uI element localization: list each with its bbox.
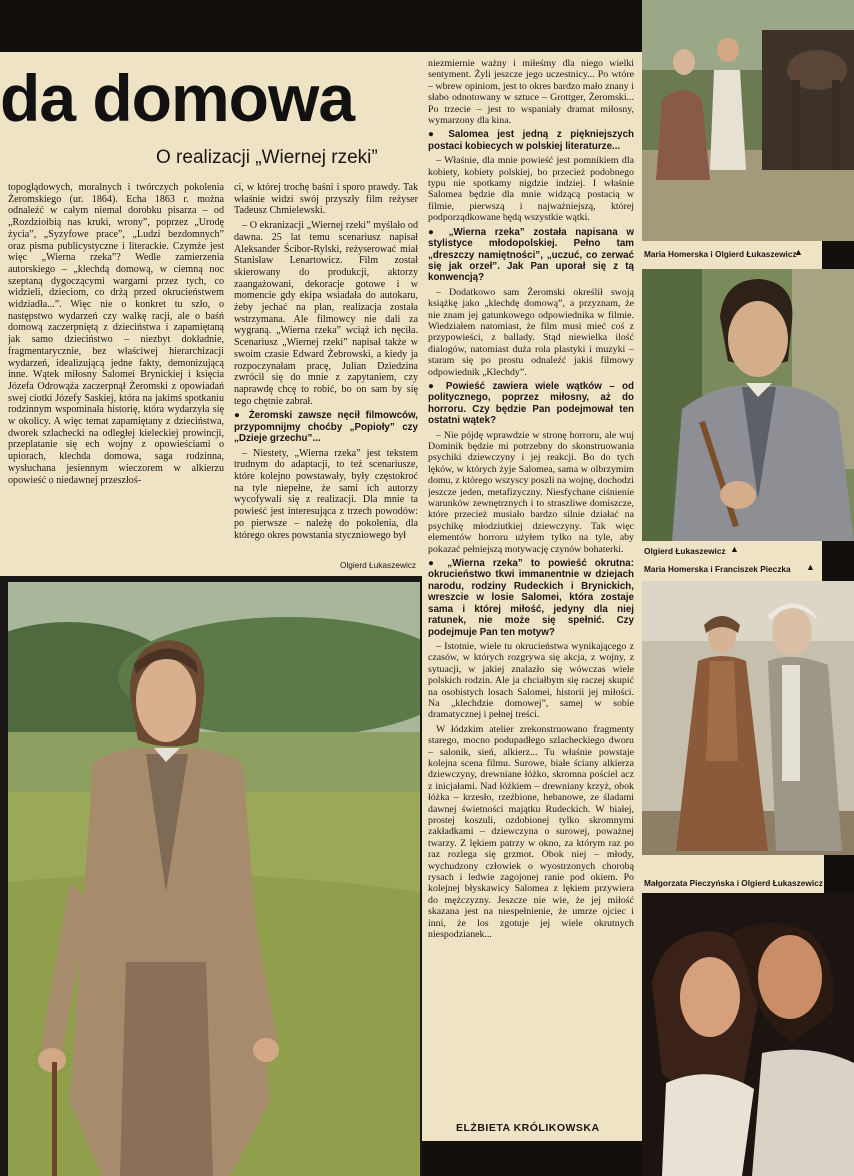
photo-caption: Maria Homerska i Franciszek Pieczka (644, 564, 791, 574)
paragraph: – Nie pójdę wprawdzie w stronę horroru, ale wuj Dominik będzie mi potrzebny do skonstruowania psychiki dziewczyny i jej reakcji. Bo do tych lęków, w których żyje Salomea, sama w olbrzymim domu, z którego wszyscy poszli na wojnę, dochodzi jeszcze jeden, metafizyczny. Niesfychane ciśnienie warunków zewnętrznych i to straszliwe domiszcze, które przecież musiało bardzo silnie działać na psychikę młodziutkiej dziewczyny. Tak więc elementów horroru użyłem tylko na tyle, aby pokazać pełniejszą motywację czynów bohaterki. (428, 429, 634, 555)
interview-question: ● Powieść zawiera wiele wątków – od politycznego, poprzez miłosny, aż do horroru. Czy będzie Pan podejmował ten ostatni wątek? (428, 381, 634, 427)
arrow-right-icon: ▲ (806, 562, 815, 572)
right-black-strip (822, 541, 854, 581)
arrow-right-icon: ▲ (794, 247, 803, 257)
photo-man-in-meadow (8, 582, 420, 1176)
paragraph: – Właśnie, dla mnie powieść jest pomnikiem dla kobiety, kobiety polskiej, bo przecież podobnego typu nie spotkamy nigdzie indziej. I właśnie Salomea będzie dla mnie widzącą postacią w filmie, pierwszą i najważniejszą, której podporządkowane będą wszystkie wątki. (428, 155, 634, 224)
photo-caption: Olgierd Łukaszewicz (644, 546, 726, 556)
photo-caption: Maria Homerska i Olgierd Łukaszewicz (644, 249, 797, 259)
article-column-3 (428, 58, 634, 1118)
paragraph: niezmiernie ważny i miłeśmy dla niego wielki sentyment. Żyli jeszcze jego uczestnicy... Po wtóre – wbrew opiniom, jest to okres bardzo mało znany i słabo odnotowany w sztuce – Grottger, Żeromski... Po trzecie – jest to wspaniały dramat miłosny, wymarzony dla kina. (428, 58, 634, 127)
arrow-right-icon: ▲ (730, 544, 739, 554)
photo-credit: Olgierd Łukaszewicz (340, 560, 417, 570)
headline: da domowa (0, 61, 355, 135)
right-black-strip (824, 855, 854, 893)
photo-woman-and-old-man (642, 581, 854, 855)
paragraph: – Istotnie, wiele tu okrucieństwa wynikającego z czasów, w których rozgrywa się akcja, z wojny, z sytuacji, w jakiej znalazło się wówczas wiele polskich rodzin. Ale ja chciałbym się raczej skupić na osobistych losach Salomei, historii jej miłości. Na „klechdzie domowej”, samej w sobie dramatycznej i pełnej treści. (428, 640, 634, 721)
subheadline: O realizacji „Wiernej rzeki” (156, 147, 378, 168)
paragraph: – O ekranizacji „Wiernej rzeki” myślało od dawna. 25 lat temu scenariusz napisał Aleksander Ścibor-Rylski, reżyserować miał Stanisław Lenartowicz. Film został skierowany do produkcji, aktorzy zaangażowani, dekoracje gotowe i w momencie gdy ekipa wsiadała do autokaru, żeby jechać na plan, realizacja została wstrzymana. Ale filmowcy nie dali za wygraną. „Wierna rzeka” wciąż ich nęciła. Scenariusz „Wiernej rzeki” napisał także w swoim czasie Edward Żebrowski, a kiedy ja rozpoczynałam pracę, Julian Dziedzina zwrócił się do mnie z zapytaniem, czy naprawdę chcę to robić, bo on sam by się tego chętnie zabrał. (234, 220, 418, 407)
photo-caption: Małgorzata Pieczyńska i Olgierd Łukaszewicz (644, 878, 823, 888)
right-black-strip (822, 241, 854, 269)
top-black-band (0, 0, 642, 52)
photo-couple-with-carriage (642, 0, 854, 241)
author-signature: ELŻBIETA KRÓLIKOWSKA (456, 1122, 600, 1134)
paragraph: ci, w której trochę baśni i sporo prawdy. Tak właśnie widzi swój przyszły film reżyser Tadeusz Chmielewski. (234, 182, 418, 217)
interview-question: ● Salomea jest jedną z piękniejszych postaci kobiecych w polskiej literaturze... (428, 129, 634, 152)
interview-question: ● Żeromski zawsze nęcił filmowców, przypomnijmy choćby „Popioły” czy „Dzieje grzechu”... (234, 410, 418, 444)
paragraph: – Niestety, „Wierna rzeka” jest tekstem trudnym do adaptacji, to też scenariusze, które kolejno powstawały, były częstokroć na tyle niepełne, że sami ich autorzy wycofywali się z realizacji. Dla mnie ta powieść jest interesująca z trzech powodów: po pierwsze – należę do pokolenia, dla którego okres powstania styczniowego był (234, 447, 418, 541)
bottom-black-strip (422, 1141, 642, 1176)
interview-question: ● „Wierna rzeka” została napisana w stylistyce młodopolskiej. Pełno tam „dreszczy namiętności”, „uczuć, co zerwać się jak orzeł”. Jak Pan uporał się z tą konwencją? (428, 227, 634, 284)
paragraph: W łódzkim atelier zrekonstruowano fragmenty starego, mocno podupadłego szlacheckiego dworu – salonik, sień, alkierz... Tu właśnie powstaje kolejna scena filmu. Surowe, białe ściany alkierza dziewczyny, drewniane łóżko, skromna pościel acz z inicjałami. Nad łóżkiem – drewniany krzyż, obok łóżka – krzesło, rzeźbione, hebanowe, ze śladami dawnej świetności majątku Rudeckich. W białej, prostej koszuli, ozdobionej tylko skromnymi zakładkami – dziewczyna o surowej, poważnej twarzy. Z lękiem patrzy w okno, za którym raz po raz rozlega się grzmot. Obok niej – młody, wychudzony człowiek o wyostrzonych chorobą rysach i ledwie zagojonej ranie pod okiem. Po kolejnej błyskawicy Salomea z lękiem przywiera do mężczyzny. Jeszcze nie wie, że jej miłość skazana jest na niespełnienie, że umrze ojciec i inni, że los zgotuje jej wiele okrutnych niespodzianek... (428, 723, 634, 941)
interview-question: ● „Wierna rzeka” to powieść okrutna: okrucieństwo tkwi immanentnie w dziejach narodu, rodziny Rudeckich i Brynickich, wreszcie w losie Salomei, która zostaje sama i której miłość, jedyny dla niej ratunek, nie może się spełnić. Czy podejmuje Pan ten motyw? (428, 558, 634, 638)
photo-kissing-couple (642, 893, 854, 1176)
article-column-2 (234, 182, 418, 558)
article-column-1 (8, 182, 224, 558)
paragraph: topoglądowych, moralnych i twórczych pokolenia Żeromskiego (ur. 1864). Echa 1863 r. można odnaleźć w całym niemal dorobku pisarza – od „Rozdzioibią nas kruki, wrony”, poprzez „Urodę życia”, „Syzyfowe prace”, „Ludzi bezdomnych” oraz pisma publicystyczne i literackie. Czymże jest więc „Wierna rzeka”? Wedle zamierzenia autorskiego – „klechdą domową, w ciemną noc szeptaną dygoczącymi wargami przez tych, co widzieli, dzieciom, co drżą przed okrucieństwem widziadła...”. Więc nie o konkret tu szło, o następstwo wydarzeń czy walkę racji, ale o baśń domową zaczerpniętą z dzieciństwa i zapamiętaną jak samo dzieciństwo – niezbyt dokładnie, fragmentarycznie, bez właściwej hierarchizacji wydarzeń, idealizującą jedne fakty, demonizującą inne. Wątek miłosny Salomei Brynickiej i księcia Józefa Odrowąża zaczerpnął Żeromski z opowiadań swej ciotki Józefy Saskiej, która na jakimś spotkaniu rodzinnym wspominała historię, która wydarzyła się w okolicy. A więc temat zapamiętany z dzieciństwa, dworek szlachecki na odległej kieleckiej prowincji, przeplatanie się ech wojny z opowieściami o upiorach, klechda domowa, saga rodzinna, wysłuchana jesiennym wieczorem w alkierzu opowieść o niedawnej przeszłoś- (8, 182, 224, 486)
photo-man-portrait (642, 269, 854, 541)
paragraph: – Dodatkowo sam Żeromski określił swoją książkę jako „klechdę domową”, a przyznam, że nie znam jej gatunkowego odpowiednika w filmie. Wiedziałem natomiast, że film musi mieć coś z przypowieści, z ballady. Stąd niewielka ilość dialogów, natomiast duża rola plastyki i muzyki – staram się po prostu odnaleźć jakiś filmowy odpowiednik „Klechdy”. (428, 286, 634, 378)
